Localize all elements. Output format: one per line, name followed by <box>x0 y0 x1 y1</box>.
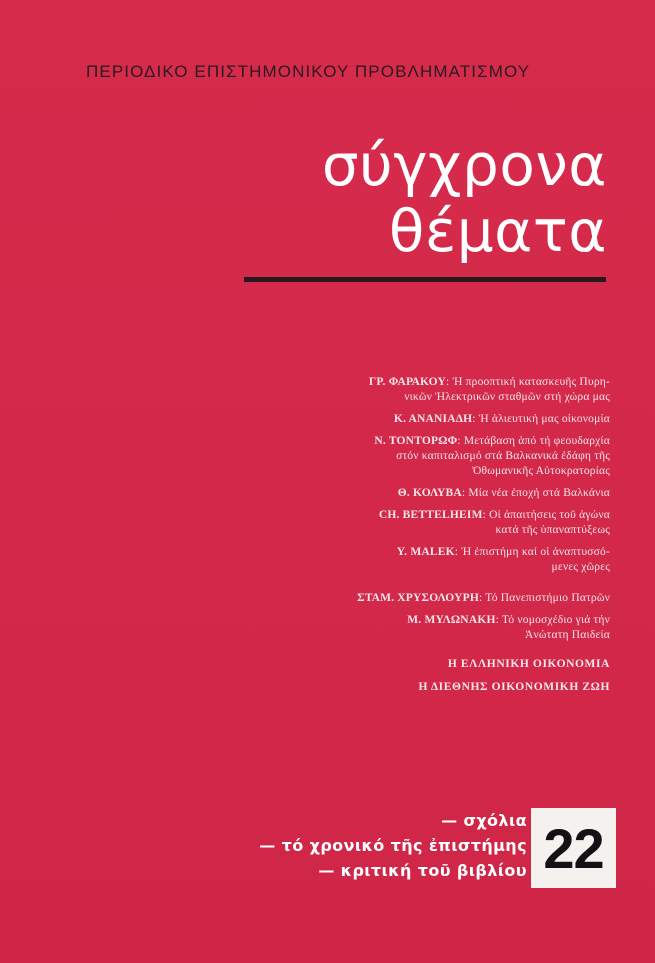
regular-feature-item: — σχόλια <box>441 811 527 830</box>
entry-author: Κ. ΑΝΑΝΙΑΔΗ <box>393 413 473 425</box>
entry-title-line: Ἡ ἐπιστήμη καί οἱ ἀναπτυσσό- <box>461 546 610 558</box>
entry-title-line: Τό νομοσχέδιο γιά τήν <box>501 614 610 626</box>
entry-title-line: Τό Πανεπιστήμιο Πατρῶν <box>485 592 610 604</box>
entry-author: Μ. ΜΥΛΩΝΑΚΗ <box>407 614 496 626</box>
regular-feature-item: — κριτική τοῦ βιβλίου <box>318 861 527 880</box>
contents-entry: ΣΤΑΜ. ΧΡΥΣΟΛΟΥΡΗ: Τό Πανεπιστήμιο Πατρῶν <box>357 592 610 604</box>
entry-author: Y. MALEK <box>396 546 455 558</box>
entry-title-line: Ἡ προοπτική κατασκευῆς Πυρη- <box>452 376 610 388</box>
regular-features <box>197 808 527 883</box>
contents-entry: Θ. ΚΟΛΥΒΑ: Μία νέα ἐποχή στά Βαλκάνια <box>397 487 610 499</box>
entry-title-line: Ἀνώτατη Παιδεία <box>524 629 610 641</box>
title-line-1: σύγχρονα <box>321 131 607 199</box>
contents-entry: Y. MALEK: Ἡ ἐπιστήμη καί οἱ ἀναπτυσσό- μενες χῶρες <box>180 545 610 575</box>
section-heading: Η ΕΛΛΗΝΙΚΗ ΟΙΚΟΝΟΜΙΑ <box>447 658 610 670</box>
issue-number-box <box>531 808 616 888</box>
entry-author: Ν. ΤΟΝΤΟΡΩΦ <box>374 435 458 447</box>
entry-title-line: Ὀθωμανικῆς Αὐτοκρατορίας <box>472 465 610 477</box>
entry-title-line: κατά τῆς ὑπαναπτύξεως <box>495 524 610 536</box>
entry-title-line: νικῶν Ἠλεκτρικῶν σταθμῶν στή χώρα μας <box>404 391 610 403</box>
contents-entry: Κ. ΑΝΑΝΙΑΔΗ: Ἡ ἁλιευτική μας οἰκονομία <box>393 413 610 425</box>
magazine-title <box>187 132 607 264</box>
entry-title-line: Μία νέα ἐποχή στά Βαλκάνια <box>468 487 610 499</box>
entry-title-line: στόν καπιταλισμό στά Βαλκανικά ἐδάφη τῆς <box>396 450 610 462</box>
issue-number: 22 <box>543 816 604 880</box>
entry-title-line: Ἡ ἁλιευτική μας οἰκονομία <box>478 413 610 425</box>
periodical-subtitle: ΠΕΡΙΟΔΙΚΟ ΕΠΙΣΤΗΜΟΝΙΚΟΥ ΠΡΟΒΛΗΜΑΤΙΣΜΟΥ <box>86 62 531 81</box>
contents-entry: Μ. ΜΥΛΩΝΑΚΗ: Τό νομοσχέδιο γιά τήν Ἀνώτατη Παιδεία <box>180 613 610 643</box>
entry-author: Θ. ΚΟΛΥΒΑ <box>397 487 462 499</box>
title-line-2: θέματα <box>388 197 607 265</box>
section-heading: Η ΔΙΕΘΝΗΣ ΟΙΚΟΝΟΜΙΚΗ ΖΩΗ <box>418 681 610 693</box>
entry-title-line: Μετάβαση ἀπό τή φεουδαρχία <box>463 435 610 447</box>
title-underline <box>244 277 606 282</box>
contents-entry: ΓΡ. ΦΑΡΑΚΟΥ: Ἡ προοπτική κατασκευῆς Πυρη- νικῶν Ἠλεκτρικῶν σταθμῶν στή χώρα μας <box>180 375 610 405</box>
contents-entry: Ν. ΤΟΝΤΟΡΩΦ: Μετάβαση ἀπό τή φεουδαρχία στόν καπιταλισμό στά Βαλκανικά ἐδάφη τῆς Ὀθωμανικῆς Αὐτοκρατορίας <box>180 434 610 479</box>
contents-entry: CH. BETTELHEIM: Οἱ ἀπαιτήσεις τοῦ ἀγώνα κατά τῆς ὑπαναπτύξεως <box>180 508 610 538</box>
table-of-contents <box>180 375 610 703</box>
entry-title-line: μενες χῶρες <box>551 561 610 573</box>
entry-author: CH. BETTELHEIM <box>378 509 483 521</box>
entry-author: ΓΡ. ΦΑΡΑΚΟΥ <box>368 376 446 388</box>
regular-feature-item: — τό χρονικό τῆς ἐπιστήμης <box>259 836 527 855</box>
entry-title-line: Οἱ ἀπαιτήσεις τοῦ ἀγώνα <box>489 509 610 521</box>
entry-author: ΣΤΑΜ. ΧΡΥΣΟΛΟΥΡΗ <box>357 592 480 604</box>
